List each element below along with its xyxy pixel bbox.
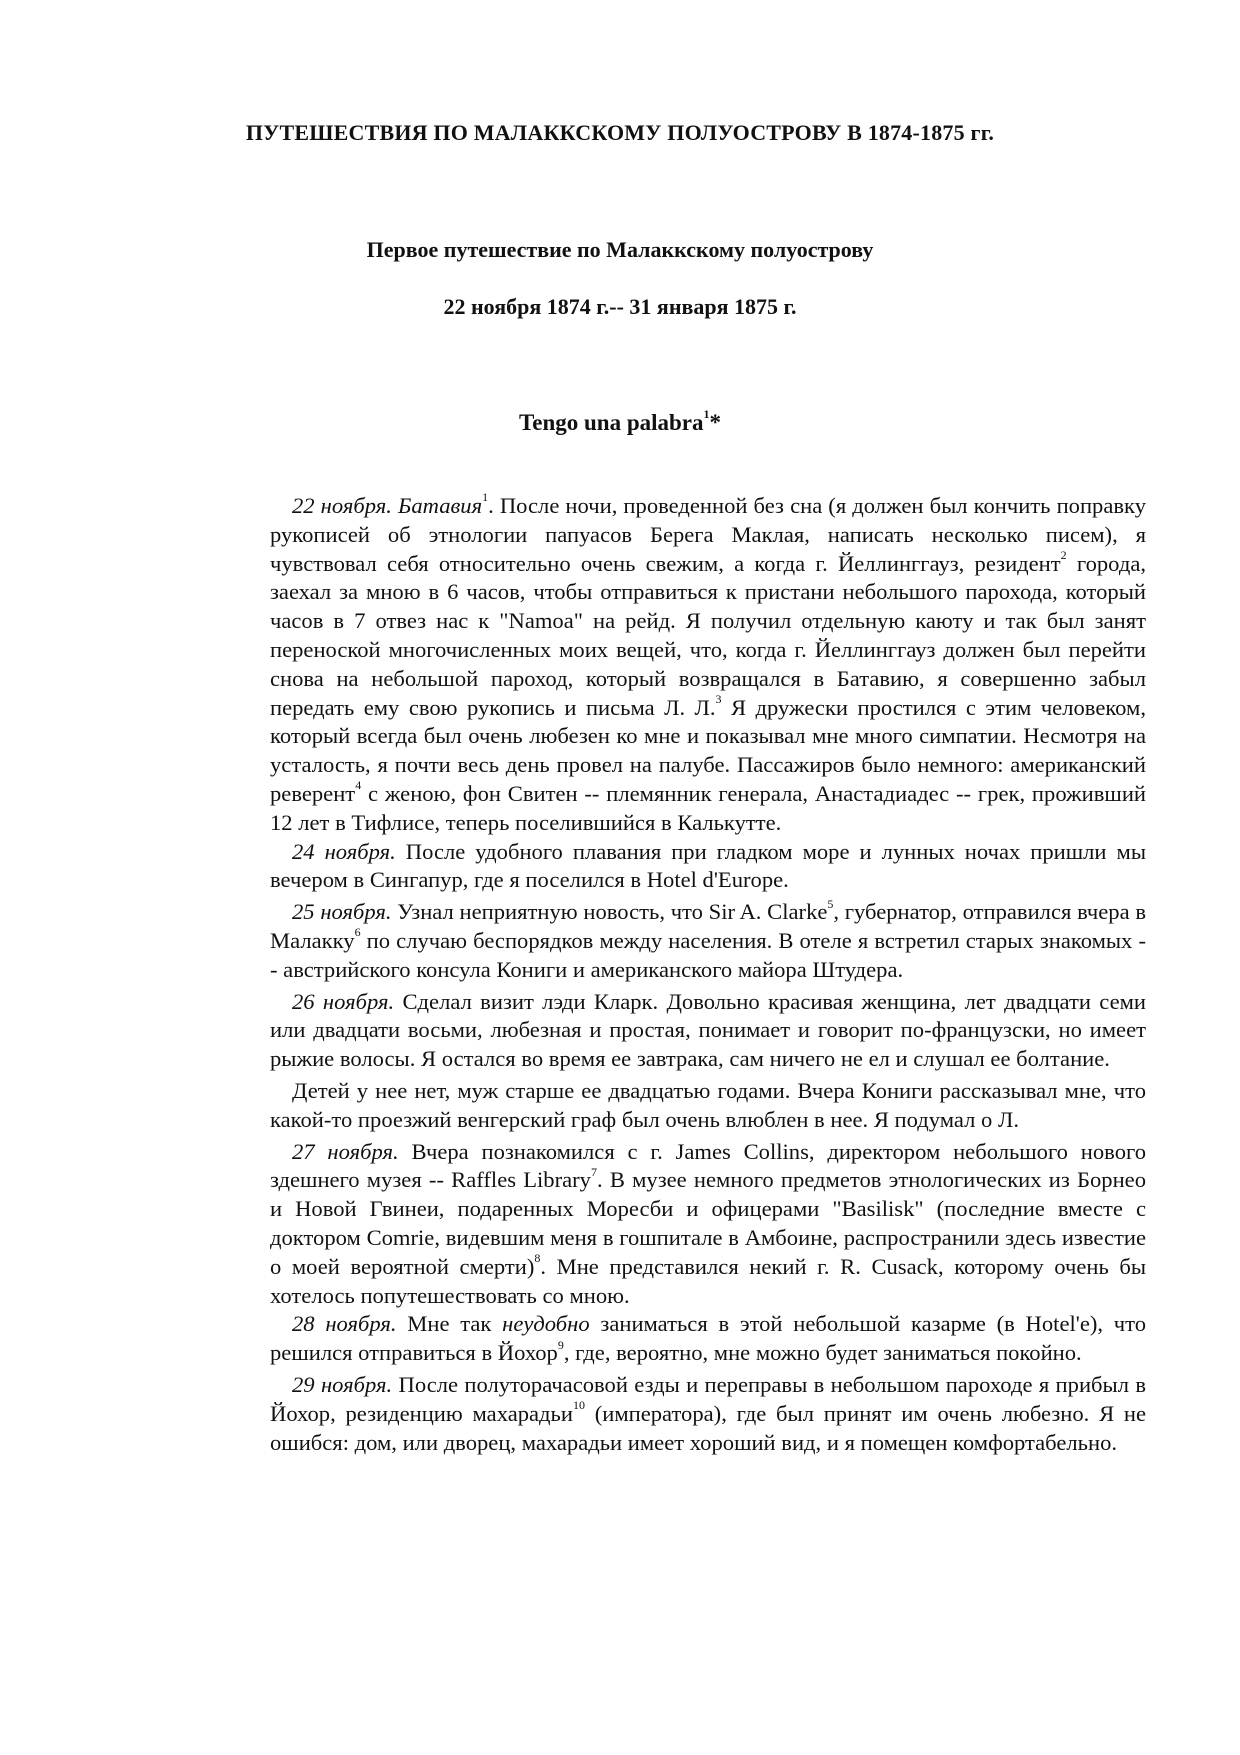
epigraph-text: Tengo una palabra	[519, 410, 704, 435]
paragraph-text: с женою, фон Свитен -- племянник генерала, Анастадиадес -- грек, проживший 12 лет в Тифлисе, теперь поселившийся в Калькутте.	[270, 780, 1146, 835]
footnote-marker: 6	[354, 925, 361, 940]
paragraph-text: (императора), где был принят им очень любезно. Я не ошибся: дом, или дворец, махарадьи имеет хороший вид, и я помещен комфортабельно.	[270, 1400, 1147, 1455]
footnote-marker: 10	[572, 1398, 585, 1413]
paragraph-text: . После ночи, проведенной без сна (я должен был кончить поправку рукописей об этнологии папуасов Берега Маклая, написать несколько писем), я чувствовал себя относительно очень свежим, а когда г. Йеллинггауз, резидент	[270, 493, 1146, 576]
paragraph-text: заниматься в этой небольшой казарме (в Hotel'e), что решился отправиться в Йохор	[270, 1311, 1147, 1366]
paragraph-text: , губернатор, отправился вчера в Малакку	[270, 899, 1147, 953]
entry-date: 24 ноября.	[292, 838, 396, 864]
footnote-marker: 2	[1060, 548, 1067, 563]
paragraph-text: После удобного плавания при гладком море и лунных ночах пришли мы вечером в Сингапур, где я поселился в Hotel d'Europe.	[270, 838, 1146, 893]
epigraph	[0, 407, 1240, 436]
entry-date: 27 ноября.	[292, 1138, 399, 1164]
footnote-marker: 1	[703, 407, 710, 422]
paragraph-text: Вчера познакомился с г. James Collins, директором небольшого нового здешнего музея -- Raffles Library	[270, 1138, 1146, 1193]
paragraph-text: Узнал неприятную новость, что Sir A. Clarke	[391, 899, 828, 925]
paragraph-nov-26-cont	[270, 1077, 1146, 1135]
footnote-marker: 7	[590, 1164, 597, 1179]
paragraph-text: , где, вероятно, мне можно будет заниматься покойно.	[563, 1340, 1082, 1366]
footnote-marker: 4	[355, 778, 362, 793]
paragraph-text: . В музее немного предметов этнологических из Борнео и Новой Гвинеи, подаренных Моресби и офицерами "Basilisk" (последние вместе с доктором Comrie, видевшим меня в гошпитале в Амбоине, распространили здесь известие о моей вероятной смерти)	[270, 1167, 1146, 1279]
entry-date: 28 ноября.	[292, 1311, 397, 1337]
document-title: ПУТЕШЕСТВИЯ ПО МАЛАККСКОМУ ПОЛУОСТРОВУ В 1874-1875 гг.	[245, 120, 995, 145]
document-body	[270, 492, 1146, 1457]
paragraph-nov-28	[270, 1310, 1146, 1368]
footnote-marker: 1	[482, 490, 489, 505]
entry-date: 26 ноября.	[292, 988, 395, 1014]
asterisk-marker: *	[709, 410, 721, 435]
paragraph-text: После полуторачасовой езды и переправы в небольшом пароходе я прибыл в Йохор, резиденцию махарадьи	[270, 1371, 1146, 1426]
entry-date: 29 ноября.	[292, 1371, 393, 1397]
paragraph-text: города, заехал за мною в 6 часов, чтобы отправиться к пристани небольшого парохода, который часов в 7 отвез нас к "Namoa" на рейд. Я получил отдельную каюту и так был занят переноской многочисленных моих вещей, что, когда г. Йеллинггауз должен был перейти снова на небольшой пароход, который возвращался в Батавию, я совершенно забыл передать ему свою рукопись и письма Л. Л.	[270, 550, 1146, 720]
footnote-marker: 9	[557, 1337, 564, 1352]
paragraph-nov-29	[270, 1371, 1146, 1457]
entry-date: 25 ноября.	[292, 899, 392, 925]
paragraph-text: Мне так	[396, 1311, 503, 1337]
paragraph-text: Сделал визит лэди Кларк. Довольно красивая женщина, лет двадцати семи или двадцати восьми, любезная и простая, понимает и говорит по-французски, но имеет рыжие волосы. Я остался во время ее завтрака, сам ничего не ел и слушал ее болтание.	[270, 988, 1147, 1072]
paragraph-nov-26	[270, 988, 1146, 1074]
footnote-marker: 5	[827, 896, 834, 911]
entry-date: 22 ноября. Батавия	[292, 493, 483, 518]
emphasis-text: неудобно	[502, 1311, 590, 1337]
paragraph-text: Я дружески простился с этим человеком, который всегда был очень любезен ко мне и показывал мне много симпатии. Несмотря на усталость, я почти весь день провел на палубе. Пассажиров было немного: американский реверент	[270, 694, 1146, 806]
section-dates: 22 ноября 1874 г.-- 31 января 1875 г.	[443, 294, 797, 319]
paragraph-text: Детей у нее нет, муж старше ее двадцатью годами. Вчера Кониги рассказывал мне, что какой-то проезжий венгерский граф был очень влюблен в нее. Я подумал о Л.	[270, 1077, 1146, 1132]
paragraph-nov-22	[270, 492, 1146, 838]
paragraph-text: . Мне представился некий г. R. Cusack, которому очень бы хотелось попутешествовать со мною.	[270, 1253, 1147, 1308]
footnote-marker: 3	[715, 692, 722, 707]
footnote-marker: 8	[534, 1251, 541, 1266]
paragraph-text: по случаю беспорядков между населения. В отеле я встретил старых знакомых -- австрийского консула Кониги и американского майора Штудера.	[270, 927, 1146, 982]
section-subtitle: Первое путешествие по Малаккскому полуострову	[366, 237, 874, 262]
paragraph-nov-24	[270, 838, 1146, 896]
paragraph-nov-25	[270, 898, 1146, 984]
paragraph-nov-27	[270, 1138, 1146, 1311]
